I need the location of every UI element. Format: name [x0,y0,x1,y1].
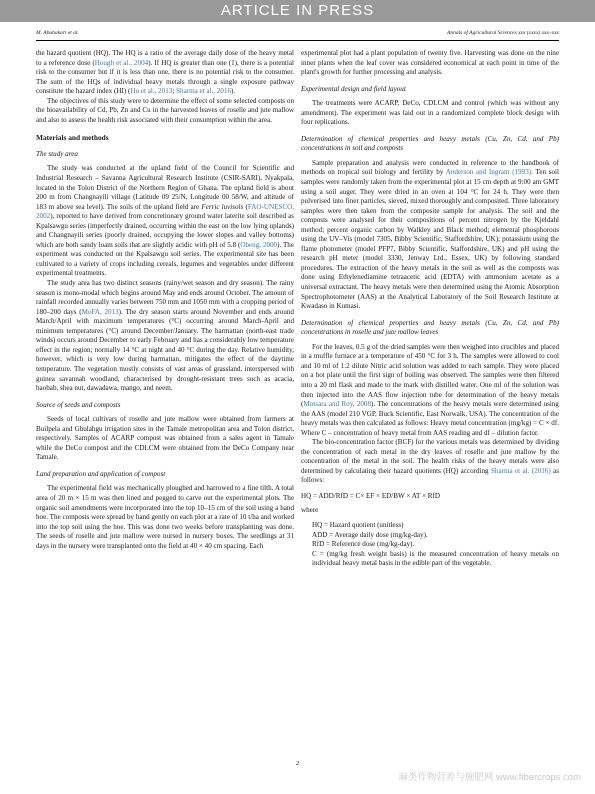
where-label: where [301,505,319,514]
left-column [36,49,294,551]
subsection-heading: The study area [36,149,78,158]
hazard-quotient-equation: HQ = ADD/RfD = C× EF × ED/BW × AT × RfD [301,491,441,500]
article-in-press-banner: ARTICLE IN PRESS [0,0,595,22]
citation-link[interactable]: MoFA, 2013 [81,307,119,316]
citation-link[interactable]: Obeng, 2000 [240,240,278,249]
subsection-heading: Determination of chemical properties and heavy metals (Cu, Zn, Cd, and Pb) concentrations in roselle and jute mallow leaves [301,318,559,337]
paragraph: The bio-concentration factor (BCF) for the various metals was determined by dividing the concentration of each metal in the dry leaves of roselle and jute mallow by the concentration of the metal in the soil. The health risks of the heavy metals were also determined by calculating their hazard quotients (HQ) according Sharma et al. (2016) as follows: [301,438,560,485]
definition-list [312,521,559,569]
page-number: 2 [295,760,300,767]
subsection-heading: Determination of chemical properties and heavy metals (Cu, Zn, Cd, and Pb) concentrations in soil and composts [301,134,559,153]
subsection-heading: Source of seeds and composts [36,400,121,409]
watermark: 麻类作物营养与施肥网 www.fibercrops.com [398,772,581,783]
paragraph: Sample preparation and analysis were conducted in reference to the handbook of methods on tropical soil biology and fertility by Anderson and Ingram (1993). Ten soil samples were randomly taken from the experimental plot at 15 cm depth at 9:00 am GMT using a soil auger. They were dried in an oven at 104 °C for 24 h. They were then pulverised into finer particles, sieved, mixed thoroughly and composited. Three laboratory samples were then taken from the composite sample for analysis. The soil and the composts were analysed for their compositions of percent nitrogen by the Kjeldahl method; percent organic carbon by Walkley and Black method; elemental phosphorous using the UV–Vis (model 7305, Bibby Scientific, Staffordshire, UK); potassium using the flame photometer (model PFP7, Bibby Scientific, Staffordshire, UK) and pH using the research pH meter (model 3330, Jenway Ltd., Essex, UK) by following standard procedures. The extraction of the heavy metals in the soil as well as the composts was done using Ethylenediamine tetraacetic acid (EDTA) with ammonium acetate as a universal extractant. The heavy metals were then determined using the Atomic Absorption Spectrophotometer (AAS) at the Analytical Laboratory of the Soil Research Institute at Kwadaso in Kumasi. [301,158,559,311]
definition-item: HQ = Hazard quotient (unitless) [312,521,404,530]
paragraph: experimental plot had a plant population of twenty five. Harvesting was done on the nine inner plants when the leaf cover was considered economical at each point in time of the plant's growth for further processing and analysis. [301,49,559,77]
paragraph: the hazard quotient (HQ). The HQ is a ratio of the average daily dose of the heavy metal to a reference dose (Hough et al., 2004). If HQ is greater than one (1), there is a potential risk to the consumer but if it is less than one, there is no potential risk to the consumer. The sum of the HQs of individual heavy metals through a single exposure pathway constitute the hazard index (HI) (Hu et al., 2013; Sharma et al., 2016). [36,49,294,96]
subsection-heading: Experimental design and field layout [301,84,406,93]
paragraph: The experimental field was mechanically ploughed and harrowed to a fine tilth. A total area of 20 m × 15 m was then lined and pegged to carve out the experimental plots. The organic soil amendments were incorporated into the top 10–15 cm of the soil using a hand hoe. The composts were spread by hand gently on each plot at a rate of 10 t/ha and worked into the top soil using the hoe. This was done two weeks before transplanting was done. The seeds of roselle and jute mallow were nursed in nursery boxes. The seedlings at 31 days in the nursery were transplanted onto the field at 40 × 40 cm spacing. Each [36,484,294,550]
paragraph: The treatments were ACARP, DeCo, CDLCM and control (which was without any amendment). The experiment was laid out in a randomized complete block design with four replications. [301,99,559,127]
citation-link[interactable]: Hough et al., 2004 [94,58,149,67]
paragraph: The objectives of this study were to determine the effect of some selected composts on the bioavailability of Cd, Pb, Zn and Cu in the harvested leaves of roselle and jute mallow and also to assess the health risk associated with their consumption within the area. [36,96,294,124]
header-rule [36,40,559,41]
paragraph: For the leaves, 0.5 g of the dried samples were then weighed into crucibles and placed in a muffle furnace at a temperature of 450 °C for 3 h. The samples were allowed to cool and 10 ml of 1:2 dilute Nitric acid solution was added to each sample. They were placed on a hot plate until the first sign of boiling was observed. The samples were then filtered into a 20 ml flask and made to the mark with distilled water. One ml of the solution was then injected into the AAS flow injection tube for determination of the heavy metals (Motsara and Roy, 2008). The concentrations of the heavy metals were determined using the AAS (model 210 VGP, Buck Scientific, East Norwalk, USA). The concentration of the heavy metals was then calculated as follows: Heavy metal concentration (mg/kg) = C × df. Where C – concentration of heavy metal from AAS reading and df – dilution factor. [301,342,559,437]
citation-link[interactable]: Sharma et al. (2016) [490,466,551,475]
paragraph: The study was conducted at the upland field of the Council for Scientific and Industrial Research – Savanna Agricultural Research Institute (CSIR-SARI), Nyakpala, located in the Tolon District of the Northern Region of Ghana. The upland field is about 200 m from Changnayili village (Latitude 09 25/N, Longitude 00 58/W, and altitude of 183 m above sea level). The soils of the upland field are Ferric luvisols (FAO-UNESCO, 2002), reported to have derived from concretionary ground water laterite soil described as Kpalsawgu series (imperfectly drained, occurring within the east on the low lying uplands) and Changnayili series (poorly drained, occupying the lower slopes and valley bottoms) which are both sandy loam soils that are slightly acidic with pH of 5.8 (Obeng, 2000). The experiment was conducted on the Kpalsawgu soil series. The experimental site has been cultivated to a variety of crops including cereals, legumes and vegetables under different experimental treatments. [36,164,294,278]
right-column [301,49,559,569]
definition-item: ADD = Average daily dose (mg/kg-day). [312,530,428,539]
running-head-authors: M. Abubakari et al. [36,30,79,36]
paragraph: Seeds of local cultivars of roselle and jute mallow were obtained from farmers at Builpela and Gbulahgu irrigation sites in the Tamale metropolitan area and Tolon district, respectively. Samples of ACARP compost was obtained from a sales agent in Tamale while the DeCo compost and the CDLCM were obtained from the DeCo Company near Tamale. [36,415,294,462]
citation-link[interactable]: FAO-UNESCO, 2002 [36,202,294,221]
citation-link[interactable]: Hu et al., 2013 [130,87,173,96]
citation-link[interactable]: Motsara and Roy, 2008 [303,400,372,409]
section-heading: Materials and methods [36,133,109,143]
paragraph: The study area has two distinct seasons (rainy/wet season and dry season). The rainy season is mono-modal which begins around May and ends around October. The amount of rainfall recorded annually varies between 750 mm and 1050 mm with a cropping period of 180–200 days (MoFA, 2013). The dry season starts around November and ends around March/April with maximum temperatures (°C) occurring around March-April and minimum temperatures (°C) around December/January. The harmattan (north-east trade winds) occurs around December to early February and has a considerably low temperature effect in the region; normally 14 °C at night and 40 °C during the day. Relative humidity, however, which is very low during harmattan, mitigates the effect of the daytime temperature. The vegetation mostly consists of vast areas of grassland, interspersed with guinea savannah woodland, characterised by drought-resistant trees such as acacia, baobab, shea nut, dawadawa, mango, and neem. [36,279,294,393]
definition-item: RfD = Reference dose (mg/kg-day). [312,540,415,549]
running-head-journal: Annals of Agricultural Sciences xxx (xxxx) xxx–xxx [447,30,559,36]
citation-link[interactable]: Sharma et al., 2016 [176,87,232,96]
definition-item: C = (mg/kg fresh weight basis) is the measured concentration of heavy metals on individual heavy metal basis in the edible part of the vegetable. [312,549,559,568]
subsection-heading: Land preparation and application of compost [36,469,166,478]
citation-link[interactable]: Anderson and Ingram (1993) [445,168,532,177]
